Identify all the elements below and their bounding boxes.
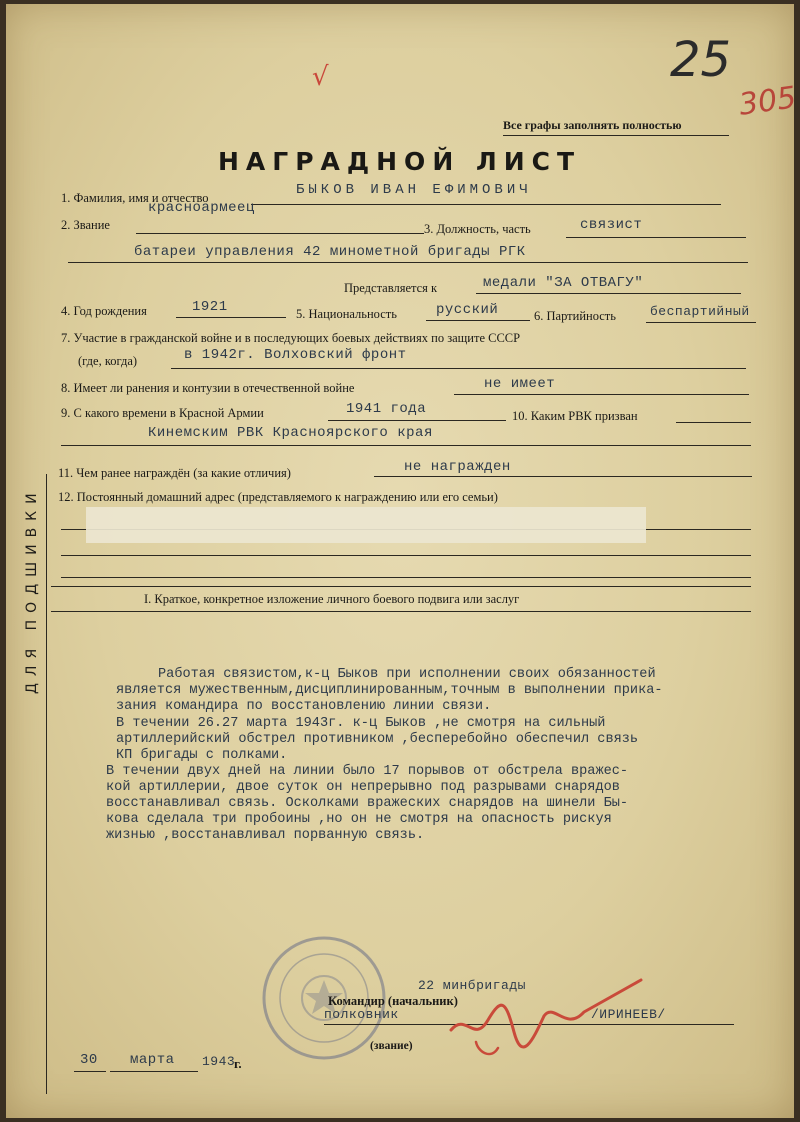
field-4-label: 4. Год рождения — [61, 304, 147, 318]
field-4-line — [176, 317, 286, 318]
narrative-line-10: кова сделала три пробоины ,но он не смотря на опасность рискуя — [106, 812, 612, 827]
field-12-label: 12. Постоянный домашний адрес (представляемого к награждению или его семьи) — [58, 490, 498, 504]
field-9-line — [328, 420, 506, 421]
field-1-line — [251, 204, 721, 205]
field-12-line-3 — [61, 577, 751, 578]
section-bottom-line — [51, 611, 751, 612]
narrative-line-3: зания командира по восстановлению линии связи. — [116, 699, 492, 714]
signature-name: /ИРИНЕЕВ/ — [591, 1007, 666, 1022]
date-month-line — [110, 1071, 198, 1072]
field-11-line — [374, 476, 752, 477]
narrative-line-11: жизнью ,восстанавливал порванную связь. — [106, 828, 425, 843]
date-year: 1943 — [202, 1054, 236, 1069]
narrative-line-6: КП бригады с полками. — [116, 748, 288, 763]
field-6-value: беспартийный — [650, 304, 750, 319]
date-day: 30 — [80, 1052, 98, 1068]
field-11-label: 11. Чем ранее награждён (за какие отличия) — [58, 466, 291, 480]
field-3-value-2: батареи управления 42 минометной бригады РГК — [134, 244, 526, 260]
field-8-value: не имеет — [484, 376, 556, 392]
field-7-value: в 1942г. Волховский фронт — [184, 347, 407, 363]
date-suffix: г. — [234, 1056, 242, 1071]
field-11-value: не награжден — [404, 459, 511, 475]
field-3-line-2 — [68, 262, 748, 263]
field-5-value: русский — [436, 302, 499, 318]
field-12-line-2 — [61, 555, 751, 556]
redaction-block — [86, 507, 646, 543]
section-title: I. Краткое, конкретное изложение личного боевого подвига или заслуг — [144, 592, 520, 606]
signature-unit: 22 минбригады — [418, 978, 526, 993]
narrative-line-1: Работая связистом,к-ц Быков при исполнении своих обязанностей — [158, 667, 656, 682]
check-mark: √ — [312, 62, 329, 92]
field-1-label: 1. Фамилия, имя и отчество — [61, 191, 209, 205]
section-top-line — [51, 586, 751, 587]
field-4-value: 1921 — [192, 299, 228, 315]
narrative-line-9: восстанавливал связь. Осколками вражеских снарядов на шинели Бы- — [106, 796, 629, 811]
represented-line — [476, 293, 741, 294]
field-2-line — [136, 233, 424, 234]
field-7-label: 7. Участие в гражданской войне и в последующих боевых действиях по защите СССР — [61, 331, 521, 345]
field-10-line-2 — [61, 445, 751, 446]
represented-value: медали "ЗА ОТВАГУ" — [483, 275, 644, 291]
date-month: марта — [130, 1052, 175, 1068]
commander-label: Командир (начальник) — [328, 994, 458, 1008]
field-7-line — [171, 368, 746, 369]
field-1-value: БЫКОВ ИВАН ЕФИМОВИЧ — [296, 182, 532, 198]
archive-sub-number: 305 — [736, 80, 799, 123]
header-note: Все графы заполнять полностью — [503, 118, 682, 132]
narrative-line-7: В течении двух дней на линии было 17 порывов от обстрела вражес- — [106, 764, 629, 779]
field-7-label-2: (где, когда) — [78, 354, 138, 368]
page-title: НАГРАДНОЙ ЛИСТ — [218, 147, 582, 176]
award-sheet — [6, 4, 799, 1118]
field-3-label: 3. Должность, часть — [424, 222, 531, 236]
field-9-label: 9. С какого времени в Красной Армии — [61, 406, 264, 420]
field-3-value: связист — [580, 217, 643, 233]
field-8-line — [454, 394, 749, 395]
narrative-line-4: В течении 26.27 марта 1943г. к-ц Быков ,не смотря на сильный — [116, 716, 606, 731]
field-3-line — [566, 237, 746, 238]
narrative-line-5: артиллерийский обстрел противником ,бесперебойно обеспечил связь — [116, 732, 639, 747]
field-6-line — [646, 322, 756, 323]
date-day-line — [74, 1071, 106, 1072]
represented-label: Представляется к — [344, 281, 438, 295]
field-5-label: 5. Национальность — [296, 307, 397, 321]
divider — [503, 135, 729, 136]
field-10-line — [676, 422, 751, 423]
signature-rank: полковник — [324, 1007, 399, 1022]
field-10-value: Кинемским РВК Красноярского края — [148, 425, 433, 441]
narrative-line-2: является мужественным,дисциплинированным,точным в выполнении прика- — [116, 683, 663, 698]
field-5-line — [426, 320, 530, 321]
narrative-line-8: кой артиллерии, двое суток он непрерывно под разрывами снарядов — [106, 780, 620, 795]
field-6-label: 6. Партийность — [534, 309, 616, 323]
archive-number: 25 — [670, 32, 732, 88]
rank-label: (звание) — [370, 1040, 413, 1052]
side-label: ДЛЯ ПОДШИВКИ — [24, 486, 40, 694]
field-2-label: 2. Звание — [61, 218, 110, 232]
field-10-label: 10. Каким РВК призван — [512, 409, 638, 423]
field-2-value: красноармеец — [148, 200, 255, 216]
margin-line — [46, 474, 47, 1094]
field-9-value: 1941 года — [346, 401, 427, 417]
field-8-label: 8. Имеет ли ранения и контузии в отечественной войне — [61, 381, 355, 395]
signature-scribble — [436, 972, 646, 1064]
